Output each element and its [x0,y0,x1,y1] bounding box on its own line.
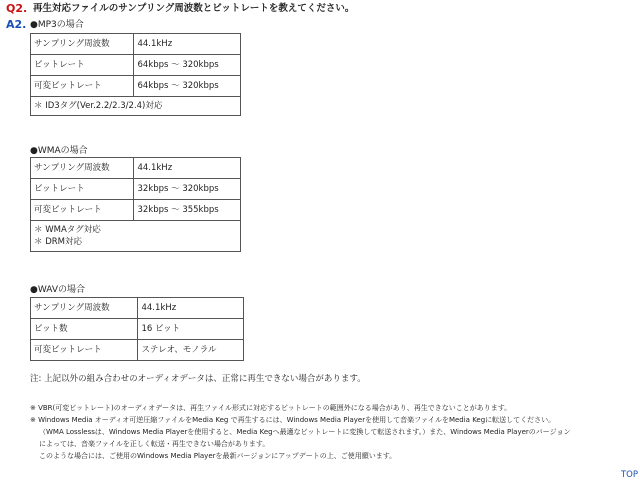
spec-label: サンプリング周波数 [31,158,134,179]
table-row [31,319,244,340]
spec-note: ＊ DRM対応 [34,237,82,247]
mp3-spec-table [30,33,241,116]
wav-spec-table [30,297,244,361]
table-row [31,179,241,200]
spec-label: ビットレート [31,179,134,200]
spec-value: 44.1kHz [134,158,241,179]
question-label: Q2. [6,2,28,15]
table-row [31,55,241,76]
spec-value: 64kbps 〜 320kbps [134,76,241,97]
table-row [31,34,241,55]
question-text: 再生対応ファイルのサンプリング周波数とビットレートを教えてください。 [33,3,355,14]
top-link[interactable]: TOP [620,470,638,480]
footnote-line: ※ Windows Media オーディオ可逆圧縮ファイルをMedia Keg で再生するには、Windows Media Playerを使用して音楽ファイルをMedia Kegに転送してください。 [30,416,556,424]
spec-value: 44.1kHz [138,298,244,319]
spec-label: サンプリング周波数 [31,34,134,55]
spec-label: 可変ビットレート [31,200,134,221]
spec-label: ビットレート [31,55,134,76]
spec-label: ビット数 [31,319,138,340]
spec-value: 32kbps 〜 355kbps [134,200,241,221]
spec-value: 64kbps 〜 320kbps [134,55,241,76]
wma-spec-table [30,157,241,252]
wav-section-title: ●WAVの場合 [30,285,85,295]
table-row [31,158,241,179]
spec-note-cell [31,97,241,116]
footnote-line: によっては、音楽ファイルを正しく転送・再生できない場合があります。 [39,440,270,448]
spec-label: 可変ビットレート [31,340,138,361]
answer-label: A2. [6,18,27,31]
table-row [31,97,241,116]
spec-value: 32kbps 〜 320kbps [134,179,241,200]
footnote-line: （WMA Losslessは、Windows Media Playerを使用すると、Media Kegへ最適なビットレートに変換して転送されます。）また、Windows Media Playerのバージョン [39,428,571,436]
spec-note: ＊ WMAタグ対応 [34,225,101,235]
spec-label: サンプリング周波数 [31,298,138,319]
table-row [31,298,244,319]
footnotes [30,402,571,462]
table-row [31,76,241,97]
wma-section-title: ●WMAの場合 [30,146,88,156]
spec-note: ＊ ID3タグ(Ver.2.2/2.3/2.4)対応 [34,101,163,111]
caution-note: 注: 上記以外の組み合わせのオーディオデータは、正常に再生できない場合があります。 [30,374,366,384]
spec-value: ステレオ、モノラル [138,340,244,361]
spec-value: 16 ビット [138,319,244,340]
footnote-line: ※ VBR(可変ビットレート)のオーディオデータは、再生ファイル形式に対応するビットレートの範囲外になる場合があり、再生できないことがあります。 [30,404,512,412]
spec-note-cell [31,221,241,252]
table-row [31,340,244,361]
table-row [31,221,241,252]
footnote-line: このような場合には、ご使用のWindows Media Playerを最新バージョンにアップデートの上、ご使用願います。 [39,452,397,460]
table-row [31,200,241,221]
spec-value: 44.1kHz [134,34,241,55]
spec-label: 可変ビットレート [31,76,134,97]
mp3-section-title: ●MP3の場合 [30,20,84,30]
